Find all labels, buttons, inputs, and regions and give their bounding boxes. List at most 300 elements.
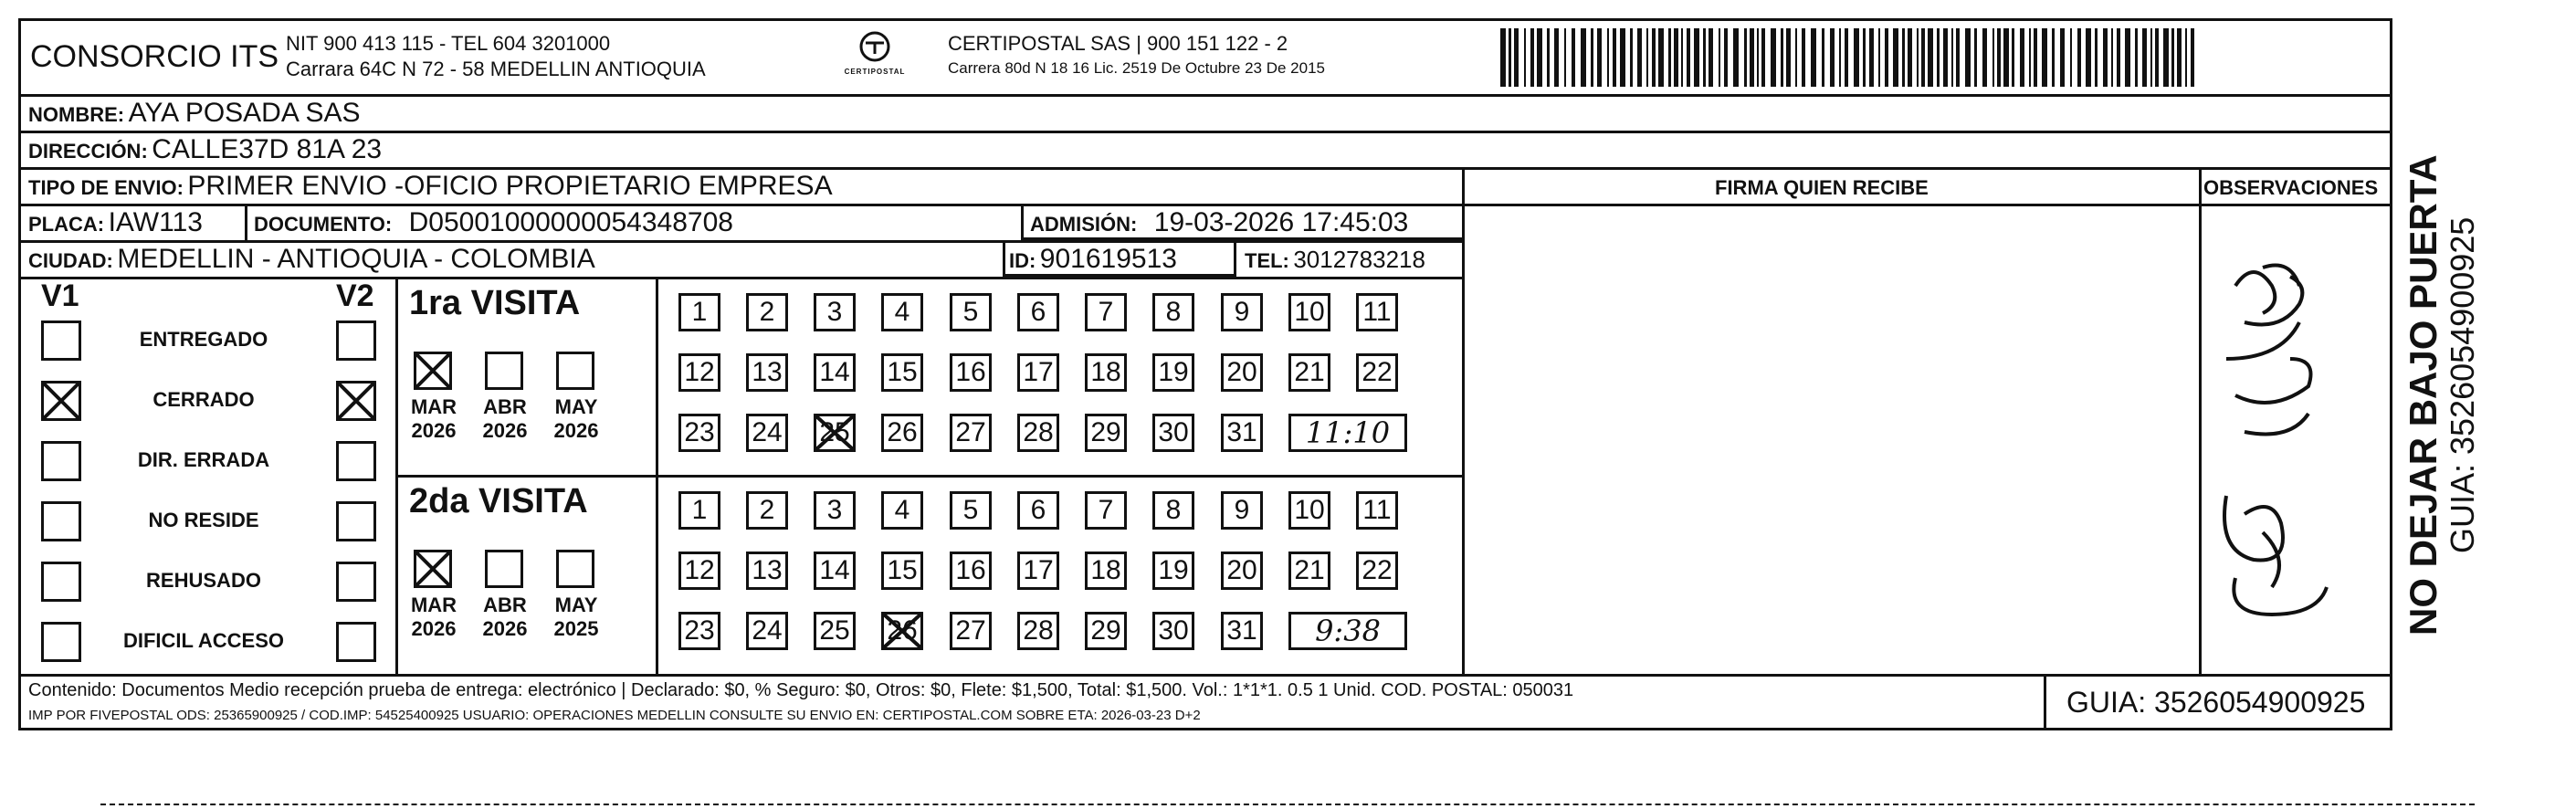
day-box[interactable] xyxy=(881,414,923,452)
day-box[interactable] xyxy=(1085,414,1127,452)
address-value: CALLE37D 81A 23 xyxy=(152,134,383,164)
year-label: 2026 xyxy=(482,419,528,442)
day-box[interactable] xyxy=(881,353,923,392)
tel-value: 3012783218 xyxy=(1293,246,1425,273)
day-number: 6 xyxy=(1030,495,1046,525)
barcode-bar xyxy=(1674,28,1678,87)
id-value: 901619513 xyxy=(1039,244,1177,274)
day-number: 2 xyxy=(759,297,775,327)
day-box[interactable] xyxy=(881,293,923,331)
barcode-bar xyxy=(1811,28,1816,87)
day-number: 18 xyxy=(1090,555,1121,585)
barcode-bar xyxy=(2042,28,2047,87)
day-box[interactable] xyxy=(950,293,992,331)
day-box[interactable] xyxy=(950,414,992,452)
barcode-bar xyxy=(1902,28,1905,87)
barcode-bar xyxy=(1630,28,1633,87)
document-label: DOCUMENTO: xyxy=(254,213,393,236)
day-number: 26 xyxy=(887,417,918,447)
day-number: 25 xyxy=(819,417,850,447)
footer-guide: GUIA: 3526054900925 xyxy=(2066,686,2366,719)
day-box[interactable] xyxy=(1017,414,1059,452)
barcode-bar xyxy=(1646,28,1648,87)
day-number: 13 xyxy=(752,555,783,585)
day-box[interactable] xyxy=(1017,612,1059,650)
name-row xyxy=(28,98,361,129)
barcode-bar xyxy=(1943,28,1948,87)
day-number: 6 xyxy=(1030,297,1046,327)
day-number: 11 xyxy=(1362,495,1392,525)
cut-line xyxy=(100,804,2475,805)
day-box[interactable] xyxy=(746,414,788,452)
barcode-bar xyxy=(2029,28,2031,87)
barcode-bar xyxy=(1620,28,1625,87)
day-number: 27 xyxy=(955,615,986,646)
company-name: CONSORCIO ITS xyxy=(30,39,279,74)
year-label: 2026 xyxy=(482,617,528,640)
observations-header: OBSERVACIONES xyxy=(2203,176,2379,199)
barcode-bar xyxy=(1607,28,1609,87)
year-label: 2026 xyxy=(553,419,599,442)
barcode-bar xyxy=(1863,28,1866,87)
company-address: Carrara 64C N 72 - 58 MEDELLIN ANTIOQUIA xyxy=(286,58,706,80)
day-box[interactable] xyxy=(746,353,788,392)
day-number: 16 xyxy=(955,555,986,585)
day-box[interactable] xyxy=(746,612,788,650)
day-box[interactable] xyxy=(881,552,923,590)
barcode-bar xyxy=(2185,28,2187,87)
day-box[interactable] xyxy=(1221,491,1263,530)
status-label: NO RESIDE xyxy=(148,509,259,531)
day-box[interactable] xyxy=(1152,293,1194,331)
barcode-bar xyxy=(1992,28,1994,87)
day-number: 17 xyxy=(1023,357,1054,387)
day-number: 23 xyxy=(684,417,715,447)
day-box[interactable] xyxy=(678,552,720,590)
day-number: 23 xyxy=(684,615,715,646)
day-box[interactable] xyxy=(1221,353,1263,392)
day-number: 30 xyxy=(1158,615,1189,646)
barcode-bar xyxy=(1581,28,1586,87)
day-box[interactable] xyxy=(1152,612,1194,650)
status-label: CERRADO xyxy=(152,388,255,411)
status-label: REHUSADO xyxy=(146,569,261,592)
logo-text: CERTIPOSTAL xyxy=(844,68,906,76)
month-checkbox[interactable] xyxy=(414,550,452,588)
barcode-bar xyxy=(1500,28,1506,87)
day-box[interactable] xyxy=(1221,612,1263,650)
barcode-bar xyxy=(1637,28,1642,87)
day-box[interactable] xyxy=(678,414,720,452)
barcode-bar xyxy=(1974,28,1977,87)
barcode-bar xyxy=(1668,28,1671,87)
month-label: MAY xyxy=(554,395,598,418)
type-value: PRIMER ENVIO -OFICIO PROPIETARIO EMPRESA xyxy=(187,171,833,201)
city-label: CIUDAD: xyxy=(28,249,113,272)
month-label: MAR xyxy=(410,395,457,418)
barcode-bar xyxy=(1613,28,1616,87)
month-label: MAR xyxy=(410,594,457,616)
barcode-bar xyxy=(2117,28,2120,87)
barcode-bar xyxy=(1703,28,1706,87)
barcode-bar xyxy=(1845,28,1848,87)
status-v2-checkbox[interactable] xyxy=(336,381,376,421)
barcode-bar xyxy=(2171,28,2174,87)
day-box[interactable] xyxy=(814,491,856,530)
barcode-bar xyxy=(1761,28,1765,87)
cross-mark-icon xyxy=(881,612,923,650)
day-box[interactable] xyxy=(1085,293,1127,331)
day-number: 14 xyxy=(819,357,850,387)
barcode-bar xyxy=(2095,28,2098,87)
day-box[interactable] xyxy=(1356,293,1398,331)
document-row xyxy=(254,207,733,238)
day-number: 15 xyxy=(887,357,918,387)
day-number: 4 xyxy=(894,297,910,327)
day-box[interactable] xyxy=(1356,491,1398,530)
city-row xyxy=(28,244,595,275)
company-nit: NIT 900 413 115 - TEL 604 3201000 xyxy=(286,32,611,55)
admission-value: 19-03-2026 17:45:03 xyxy=(1153,207,1409,237)
day-box[interactable] xyxy=(1017,293,1059,331)
day-box[interactable] xyxy=(1356,552,1398,590)
day-number: 28 xyxy=(1023,615,1054,646)
footer-content: Contenido: Documentos Medio recepción prueba de entrega: electrónico | Declarado: $0, % Seguro: $0, Otros: $0, Flete: $1,500, Total: $1,500. Vol.: 1*1*1. 0.5 1 Unid. COD. POSTAL: 050031 xyxy=(28,680,1574,700)
status-v2-checkbox[interactable] xyxy=(336,320,376,361)
day-number: 10 xyxy=(1294,297,1325,327)
day-number: 5 xyxy=(962,297,979,327)
day-box[interactable] xyxy=(1152,414,1194,452)
type-row xyxy=(28,171,833,202)
day-box[interactable] xyxy=(814,293,856,331)
day-box[interactable] xyxy=(1017,491,1059,530)
day-box[interactable] xyxy=(950,612,992,650)
day-box[interactable] xyxy=(1152,552,1194,590)
day-box[interactable] xyxy=(950,491,992,530)
barcode-bar xyxy=(2060,28,2065,87)
day-box[interactable] xyxy=(1288,491,1330,530)
day-number: 30 xyxy=(1158,417,1189,447)
observations-handwriting xyxy=(2208,231,2372,651)
status-label: DIR. ERRADA xyxy=(137,448,270,471)
day-number: 13 xyxy=(752,357,783,387)
month-checkbox[interactable] xyxy=(556,550,594,588)
city-value: MEDELLIN - ANTIOQUIA - COLOMBIA xyxy=(117,244,595,274)
day-number: 21 xyxy=(1294,555,1325,585)
day-box[interactable] xyxy=(1221,414,1263,452)
barcode-bar xyxy=(1839,28,1841,87)
barcode-bar xyxy=(2070,28,2072,87)
status-v2-checkbox[interactable] xyxy=(336,562,376,602)
barcode-bar xyxy=(1854,28,1859,87)
cross-mark-icon xyxy=(414,550,452,588)
tel-row xyxy=(1245,246,1425,274)
day-box[interactable] xyxy=(678,491,720,530)
barcode-bar xyxy=(2163,28,2169,87)
day-number: 18 xyxy=(1090,357,1121,387)
barcode-bar xyxy=(1781,28,1783,87)
day-box[interactable] xyxy=(1152,491,1194,530)
day-box[interactable] xyxy=(1221,552,1263,590)
month-checkbox[interactable] xyxy=(485,352,523,390)
barcode-bar xyxy=(1830,28,1835,87)
day-box[interactable] xyxy=(678,293,720,331)
visit-time-box[interactable] xyxy=(1288,414,1407,452)
signature-header: FIRMA QUIEN RECIBE xyxy=(1715,176,1929,199)
day-box[interactable] xyxy=(950,552,992,590)
barcode-bar xyxy=(1893,28,1898,87)
day-number: 3 xyxy=(826,297,843,327)
day-number: 5 xyxy=(962,495,979,525)
day-number: 14 xyxy=(819,555,850,585)
day-box[interactable] xyxy=(1085,552,1127,590)
delivery-form xyxy=(18,18,2392,730)
day-number: 3 xyxy=(826,495,843,525)
status-v2-checkbox[interactable] xyxy=(336,622,376,662)
barcode-bar xyxy=(1524,28,1526,87)
day-number: 7 xyxy=(1098,495,1114,525)
day-number: 31 xyxy=(1226,615,1257,646)
day-number: 19 xyxy=(1158,555,1189,585)
barcode-bar xyxy=(1951,28,1953,87)
v1-label: V1 xyxy=(41,278,79,313)
day-number: 21 xyxy=(1294,357,1325,387)
day-box[interactable] xyxy=(1017,353,1059,392)
day-number: 28 xyxy=(1023,417,1054,447)
side-panel xyxy=(2402,73,2484,639)
day-box[interactable] xyxy=(678,353,720,392)
barcode-bar xyxy=(2052,28,2055,87)
barcode-bar xyxy=(1750,28,1754,87)
day-box[interactable] xyxy=(1288,552,1330,590)
barcode-bar xyxy=(1572,28,1575,87)
barcode-bar xyxy=(1956,28,1960,87)
barcode-bar xyxy=(2142,28,2147,87)
day-box[interactable] xyxy=(1152,353,1194,392)
day-box[interactable] xyxy=(746,491,788,530)
barcode-bar xyxy=(1937,28,1940,87)
barcode-bar xyxy=(2191,28,2194,87)
day-number: 25 xyxy=(819,615,850,646)
tel-label: TEL: xyxy=(1245,249,1289,272)
barcode-bar xyxy=(1733,28,1739,87)
day-number: 9 xyxy=(1234,495,1250,525)
plate-label: PLACA: xyxy=(28,213,105,236)
day-number: 24 xyxy=(752,615,783,646)
certipostal-logo xyxy=(834,30,916,85)
visit-2-title: 2da VISITA xyxy=(409,482,588,520)
barcode-bar xyxy=(1786,28,1791,87)
day-number: 29 xyxy=(1090,417,1121,447)
day-number: 22 xyxy=(1362,555,1393,585)
carrier-name: CERTIPOSTAL SAS | 900 151 122 - 2 xyxy=(948,32,1288,55)
year-label: 2026 xyxy=(411,419,457,442)
barcode-bar xyxy=(1917,28,1919,87)
barcode-bar xyxy=(1928,28,1933,87)
barcode-bar xyxy=(2150,28,2152,87)
admission-label: ADMISIÓN: xyxy=(1030,213,1138,236)
barcode-bar xyxy=(1530,28,1534,87)
barcode-bar xyxy=(1878,28,1880,87)
barcode-bar xyxy=(2135,28,2138,87)
day-number: 11 xyxy=(1362,297,1392,327)
barcode-bar xyxy=(1802,28,1805,87)
barcode-bar xyxy=(1997,28,2001,87)
v2-label: V2 xyxy=(336,278,374,313)
barcode-bar xyxy=(1744,28,1747,87)
day-number: 2 xyxy=(759,495,775,525)
day-box[interactable] xyxy=(1085,491,1127,530)
month-label: ABR xyxy=(483,594,527,616)
status-label: DIFICIL ACCESO xyxy=(122,629,284,652)
barcode-bar xyxy=(2012,28,2014,87)
barcode-bar xyxy=(2103,28,2108,87)
day-number: 27 xyxy=(955,417,986,447)
day-box[interactable] xyxy=(814,414,856,452)
barcode-bar xyxy=(1591,28,1593,87)
day-box[interactable] xyxy=(1288,353,1330,392)
day-box[interactable] xyxy=(1017,552,1059,590)
status-v2-checkbox[interactable] xyxy=(336,501,376,541)
barcode-bar xyxy=(1921,28,1925,87)
admission-row xyxy=(1030,207,1408,238)
cross-mark-icon xyxy=(336,381,376,421)
day-number: 15 xyxy=(887,555,918,585)
day-box[interactable] xyxy=(1085,612,1127,650)
barcode-bar xyxy=(1681,28,1683,87)
day-number: 8 xyxy=(1165,495,1182,525)
day-box[interactable] xyxy=(746,293,788,331)
day-box[interactable] xyxy=(950,353,992,392)
barcode-bar xyxy=(1564,28,1566,87)
barcode-bar xyxy=(1757,28,1759,87)
id-row xyxy=(1009,244,1177,275)
status-label: ENTREGADO xyxy=(139,328,268,351)
status-v2-checkbox[interactable] xyxy=(336,441,376,481)
cross-mark-icon xyxy=(414,352,452,390)
visit-time-box[interactable] xyxy=(1288,612,1407,650)
no-leave-warning: NO DEJAR BAJO PUERTA xyxy=(2402,154,2445,636)
plate-row xyxy=(28,207,203,238)
barcode-bar xyxy=(1795,28,1797,87)
year-label: 2026 xyxy=(411,617,457,640)
day-number: 12 xyxy=(684,555,715,585)
year-label: 2025 xyxy=(553,617,599,640)
id-label: ID: xyxy=(1009,249,1036,272)
day-number: 1 xyxy=(691,297,708,327)
day-box[interactable] xyxy=(814,612,856,650)
barcode-bar xyxy=(2020,28,2024,87)
name-label: NOMBRE: xyxy=(28,103,125,126)
day-number: 20 xyxy=(1226,357,1257,387)
barcode-bar xyxy=(1885,28,1888,87)
day-box[interactable] xyxy=(678,612,720,650)
barcode-bar xyxy=(2034,28,2037,87)
month-label: MAY xyxy=(554,594,598,616)
day-number: 7 xyxy=(1098,297,1114,327)
barcode-bar xyxy=(1982,28,1987,87)
barcode-bar xyxy=(1965,28,1971,87)
signature-area xyxy=(1465,204,2199,674)
address-label: DIRECCIÓN: xyxy=(28,140,148,163)
barcode-bar xyxy=(1547,28,1550,87)
day-box[interactable] xyxy=(1221,293,1263,331)
month-label: ABR xyxy=(483,395,527,418)
day-box[interactable] xyxy=(814,353,856,392)
day-number: 22 xyxy=(1362,357,1393,387)
barcode-bar xyxy=(2003,28,2009,87)
barcode-bar xyxy=(1709,28,1713,87)
barcode-bar xyxy=(1908,28,1912,87)
address-row xyxy=(28,134,382,165)
day-number: 26 xyxy=(887,615,918,646)
day-number: 29 xyxy=(1090,615,1121,646)
barcode-bar xyxy=(1597,28,1602,87)
barcode-bar xyxy=(1652,28,1656,87)
day-number: 9 xyxy=(1234,297,1250,327)
day-number: 24 xyxy=(752,417,783,447)
barcode-bar xyxy=(1687,28,1690,87)
barcode-bar xyxy=(2125,28,2130,87)
month-checkbox[interactable] xyxy=(485,550,523,588)
day-box[interactable] xyxy=(746,552,788,590)
barcode-bar xyxy=(1822,28,1824,87)
barcode-bar xyxy=(1869,28,1874,87)
footer-imp: IMP POR FIVEPOSTAL ODS: 25365900925 / COD.IMP: 54525400925 USUARIO: OPERACIONES MEDELLIN CONSULTE SU ENVIO EN: CERTIPOSTAL.COM SOBRE ETA: 2026-03-23 D+2 xyxy=(28,708,1201,723)
day-box[interactable] xyxy=(881,612,923,650)
plate-value: IAW113 xyxy=(108,207,203,237)
day-number: 19 xyxy=(1158,357,1189,387)
barcode-bar xyxy=(1724,28,1728,87)
day-number: 1 xyxy=(691,495,708,525)
cross-mark-icon xyxy=(814,414,856,452)
barcode-bar xyxy=(2077,28,2081,87)
document-value: D05001000000054348708 xyxy=(408,207,733,237)
barcode-bar xyxy=(1537,28,1542,87)
month-checkbox[interactable] xyxy=(556,352,594,390)
visit-1-title: 1ra VISITA xyxy=(409,284,581,322)
name-value: AYA POSADA SAS xyxy=(128,98,361,128)
barcode-bar xyxy=(2111,28,2113,87)
barcode-bar xyxy=(1514,28,1519,87)
barcode-bar xyxy=(1509,28,1511,87)
carrier-license: Carrera 80d N 18 16 Lic. 2519 De Octubre 23 De 2015 xyxy=(948,59,1325,77)
barcode-bar xyxy=(2155,28,2159,87)
day-box[interactable] xyxy=(814,552,856,590)
month-checkbox[interactable] xyxy=(414,352,452,390)
side-guide: GUIA: 3526054900925 xyxy=(2444,216,2481,553)
day-number: 17 xyxy=(1023,555,1054,585)
logo-mark-icon xyxy=(857,30,893,63)
day-box[interactable] xyxy=(1085,353,1127,392)
day-number: 10 xyxy=(1294,495,1325,525)
visit-time: 9:38 xyxy=(1315,614,1381,648)
day-number: 12 xyxy=(684,357,715,387)
day-number: 4 xyxy=(894,495,910,525)
day-box[interactable] xyxy=(1288,293,1330,331)
day-number: 16 xyxy=(955,357,986,387)
day-box[interactable] xyxy=(881,491,923,530)
day-number: 31 xyxy=(1226,417,1257,447)
barcode-bar xyxy=(2177,28,2182,87)
barcode-bar xyxy=(1694,28,1699,87)
barcode-bar xyxy=(1771,28,1776,87)
day-box[interactable] xyxy=(1356,353,1398,392)
barcode-bar xyxy=(1719,28,1720,87)
type-label: TIPO DE ENVIO: xyxy=(28,176,184,199)
barcode-bar xyxy=(2086,28,2091,87)
day-number: 8 xyxy=(1165,297,1182,327)
